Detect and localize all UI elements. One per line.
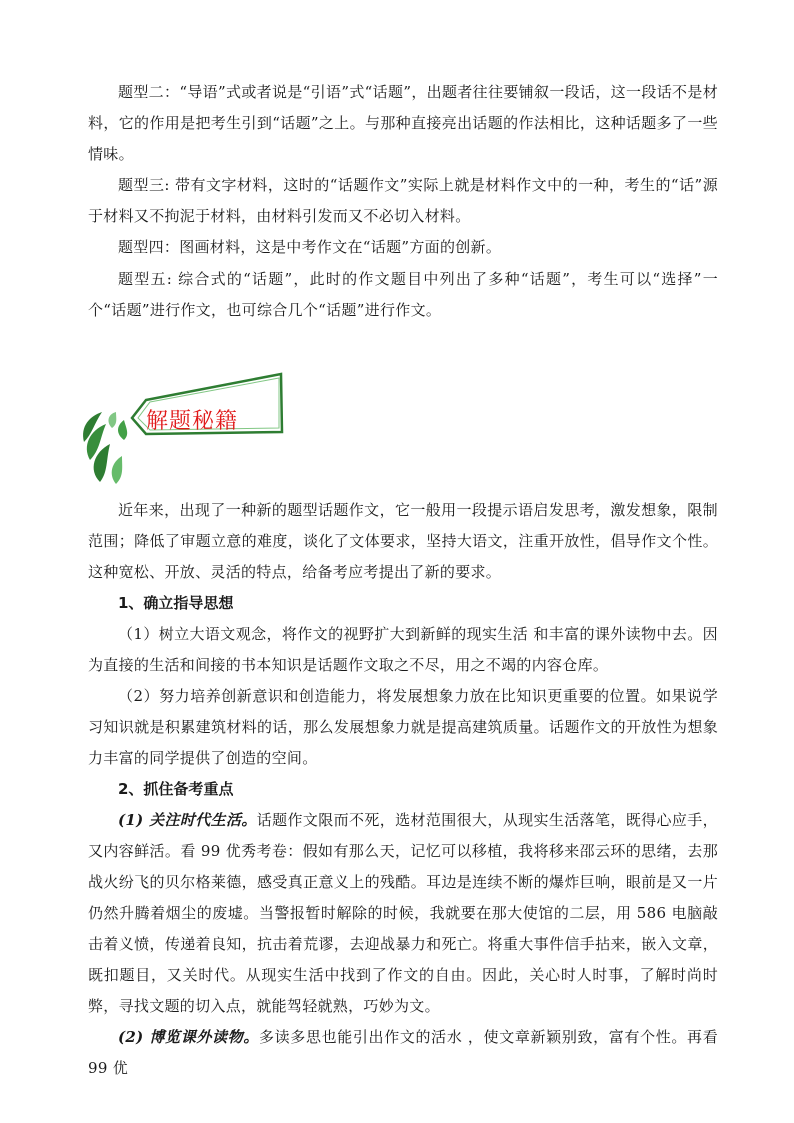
paragraph-focus-2 bbox=[88, 1022, 718, 1084]
leaf-6-icon bbox=[109, 412, 117, 428]
paragraph-point-2: （2）努力培养创新意识和创造能力，将发展想象力放在比知识更重要的位置。如果说学习知识就是积累建筑材料的话，那么发展想象力就是提高建筑质量。话题作文的开放性为想象力丰富的同学提供了创造的空间。 bbox=[88, 687, 718, 767]
heading-key-focus: 2、抓住备考重点 bbox=[118, 780, 234, 798]
focus-1-body: 话题作文限而不死，选材范围很大，从现实生活落笔，既得心应手，又内容鲜活。看 99 优秀考卷：假如有那么天，记忆可以移植，我将移来邵云环的思绪，去那战火纷飞的贝尔格莱德，感受真正意义上的残酷。耳边是连续不断的爆炸巨响，眼前是又一片仍然升腾着烟尘的废墟。当警报暂时解除的时候，我就要在那大使馆的二层，用 586 电脑敲击着义愤，传递着良知，抗击着荒谬，去迎战暴力和死亡。将重大事件信手拈来，嵌入文章，既扣题目，又关时代。从现实生活中找到了作文的自由。因此，关心时人时事，了解时尚时弊，寻找文题的切入点，就能驾轻就熟，巧妙为文。 bbox=[88, 811, 718, 1015]
paragraph-question-type-3: 题型三: 带有文字材料，这时的“话题作文”实际上就是材料作文中的一种，考生的“话”源于材料又不拘泥于材料，由材料引发而又不必切入材料。 bbox=[88, 176, 718, 225]
paragraph-focus-1 bbox=[88, 805, 718, 1022]
leaf-4-icon bbox=[112, 456, 122, 484]
leaf-5-icon bbox=[118, 420, 127, 440]
focus-1-lead: (1) 关注时代生活。 bbox=[118, 811, 257, 829]
paragraph-question-type-2: 题型二：“导语”式或者说是“引语”式“话题”，出题者往往要铺叙一段话，这一段话不是材料，它的作用是把考生引到“话题”之上。与那种直接亮出话题的作法相比，这种话题多了一些情味。 bbox=[88, 83, 718, 163]
focus-2-lead: (2) 博览课外读物。 bbox=[118, 1028, 259, 1046]
paragraph-question-type-5: 题型五: 综合式的“话题”，此时的作文题目中列出了多种“话题”，考生可以“选择”一个“话题”进行作文，也可综合几个“话题”进行作文。 bbox=[88, 270, 718, 319]
paragraph-point-1: （1）树立大语文观念，将作文的视野扩大到新鲜的现实生活 和丰富的课外读物中去。因为直接的生活和间接的书本知识是话题作文取之不尽，用之不竭的内容仓库。 bbox=[88, 625, 718, 674]
heading-guiding-idea: 1、确立指导思想 bbox=[118, 594, 234, 612]
paragraph-question-type-4: 题型四：图画材料，这是中考作文在“话题”方面的创新。 bbox=[118, 238, 502, 256]
banner-title: 解题秘籍 bbox=[146, 409, 239, 434]
focus-2-body: 多读多思也能引出作文的活水 ，使文章新颖别致，富有个性。再看 99 优 bbox=[88, 1028, 718, 1077]
paragraph-intro: 近年来，出现了一种新的题型话题作文，它一般用一段提示语启发思考，激发想象，限制范围；降低了审题立意的难度，谈化了文体要求，坚持大语文，注重开放性，倡导作文个性。这种宽松、开放、灵活的特点，给备考应考提出了新的要求。 bbox=[88, 501, 718, 581]
